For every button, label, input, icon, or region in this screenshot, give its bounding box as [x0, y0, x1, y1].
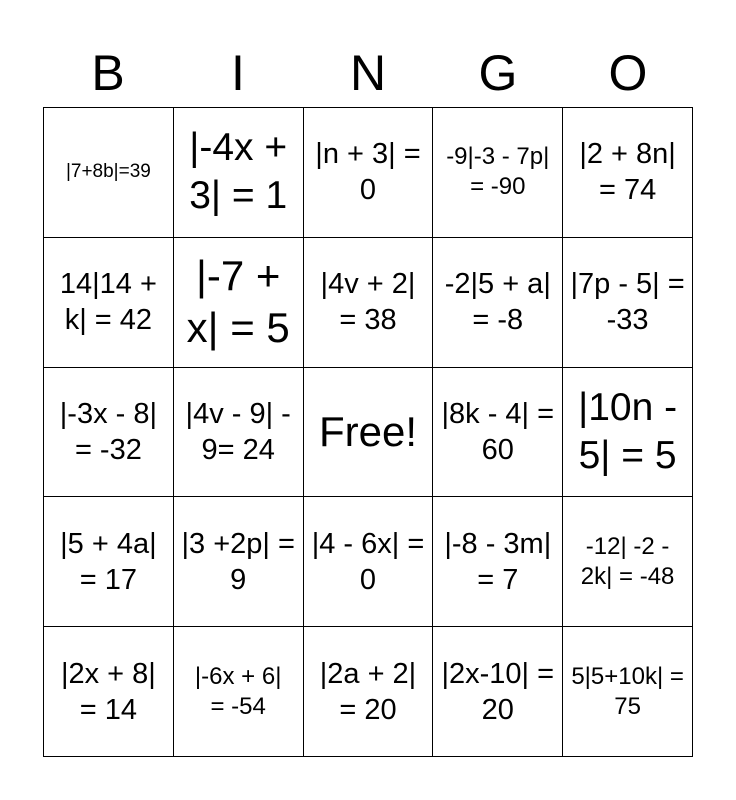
- bingo-cell-r2-c5: |7p - 5| = -33: [563, 238, 693, 368]
- header-letter-i: I: [231, 45, 245, 101]
- bingo-cell-r1-c1: |7+8b|=39: [44, 108, 174, 238]
- bingo-cell-r3-c5: |10n - 5| = 5: [563, 368, 693, 498]
- bingo-cell-r5-c5: 5|5+10k| = 75: [563, 627, 693, 757]
- bingo-cell-r2-c4: -2|5 + a| = -8: [433, 238, 563, 368]
- bingo-cell-r5-c1: |2x + 8| = 14: [44, 627, 174, 757]
- bingo-cell-r3-c1: |-3x - 8| = -32: [44, 368, 174, 498]
- bingo-cell-r1-c4: -9|-3 - 7p| = -90: [433, 108, 563, 238]
- bingo-cell-r1-c5: |2 + 8n| = 74: [563, 108, 693, 238]
- bingo-cell-r4-c3: |4 - 6x| = 0: [304, 497, 434, 627]
- header-letter-n: N: [349, 45, 387, 101]
- header-letter-o: O: [608, 45, 648, 101]
- bingo-cell-r1-c3: |n + 3| = 0: [304, 108, 434, 238]
- bingo-grid: [43, 107, 693, 757]
- bingo-cell-r2-c1: 14|14 + k| = 42: [44, 238, 174, 368]
- bingo-cell-r5-c3: |2a + 2| = 20: [304, 627, 434, 757]
- bingo-cell-r4-c2: |3 +2p| = 9: [174, 497, 304, 627]
- bingo-cell-r3-c2: |4v - 9| - 9= 24: [174, 368, 304, 498]
- bingo-header: [43, 40, 693, 106]
- bingo-cell-r4-c1: |5 + 4a| = 17: [44, 497, 174, 627]
- bingo-cell-r1-c2: |-4x + 3| = 1: [174, 108, 304, 238]
- bingo-cell-r5-c2: |-6x + 6| = -54: [174, 627, 304, 757]
- header-letter-g: G: [478, 45, 518, 101]
- bingo-cell-r5-c4: |2x-10| = 20: [433, 627, 563, 757]
- bingo-cell-r4-c4: |-8 - 3m| = 7: [433, 497, 563, 627]
- bingo-cell-r3-c4: |8k - 4| = 60: [433, 368, 563, 498]
- bingo-cell-r2-c3: |4v + 2| = 38: [304, 238, 434, 368]
- bingo-free-space: Free!: [304, 368, 434, 498]
- bingo-cell-r2-c2: |-7 + x| = 5: [174, 238, 304, 368]
- bingo-cell-r4-c5: -12| -2 - 2k| = -48: [563, 497, 693, 627]
- header-letter-b: B: [91, 45, 125, 101]
